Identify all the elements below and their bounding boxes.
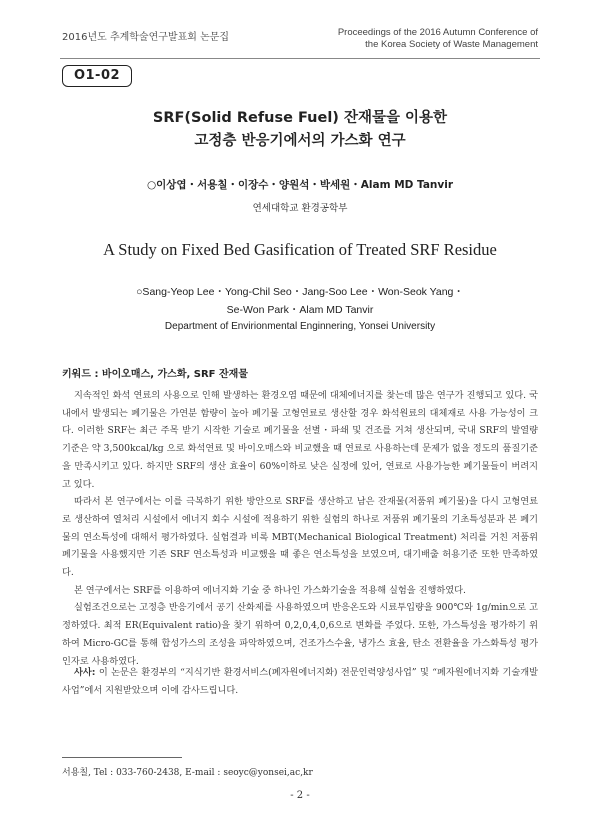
english-affiliation: Department of Envirionmental Enginnering, Yonsei University (164, 321, 436, 332)
acknowledgement-text: 이 논문은 환경부의 “지식기반 환경서비스(폐자원에너지화) 전문인력양성사업” 및 “폐자원에너지화 기술개발사업”에서 지원받았으며 이에 감사드립니다. (62, 667, 538, 696)
acknowledgement (62, 664, 538, 700)
paper-tag: O1-02 (62, 65, 132, 87)
header-left: 2016년도 추계학술연구발표회 논문집 (62, 32, 230, 43)
acknowledgement-label: 사사: (74, 667, 96, 678)
korean-title-line2: 고정층 반응기에서의 가스화 연구 (194, 133, 406, 149)
header-rule (60, 58, 540, 59)
korean-affiliation: 연세대학교 환경공학부 (252, 203, 348, 214)
header-right (338, 27, 538, 51)
abstract-body (62, 387, 538, 670)
korean-title (0, 107, 600, 153)
header-right-line2: the Korea Society of Waste Management (365, 39, 538, 50)
english-authors (0, 283, 600, 319)
footnote: 서용칠, Tel : 033-760-2438, E-mail : seoyc@yonsei,ac,kr (62, 768, 313, 778)
english-title: A Study on Fixed Bed Gasification of Treated SRF Residue (103, 240, 497, 259)
paragraph-1: 지속적인 화석 연료의 사용으로 인해 발생하는 환경오염 때문에 대체에너지를 찾는데 많은 연구가 진행되고 있다. 국내에서 발생되는 폐기물은 가연분 함량이 높아 폐기물 고형연료로 생산할 경우 화석원료의 대체재로 사용 가능성이 크다. 이러한 SRF는 최근 주목 받기 시작한 기술로 폐기물을 선별・파쇄 및 건조를 거쳐 생산되며, 국내 SRF의 발열량 기준은 약 3,500kcal/kg 으로 화석연료 및 바이오매스와 비교했을 때 연료로 사용하는데 문제가 없을 정도의 품질기준을 만족시키고 있다. 하지만 SRF의 생산 효율이 60%이하로 낮은 실정에 있어, 연료로 사용가능한 폐기물들이 버려지고 있다. (62, 390, 538, 490)
korean-authors: ○이상엽・서용칠・이장수・양원석・박세원・Alam MD Tanvir (146, 179, 454, 191)
header-right-line1: Proceedings of the 2016 Autumn Conference of (337, 27, 538, 38)
paragraph-4: 실험조건으로는 고정층 반응기에서 공기 산화제를 사용하였으며 반응온도와 시료투입량을 900℃와 1g/min으로 고정하였다. 최적 ER(Equivalent ratio)을 찾기 위하여 0,2,0,4,0,6으로 변화를 주었다. 또한, 가스특성을 평가하기 위하여 Micro-GC를 통해 합성가스의 조성을 파악하였으며, 건조가스수율, 냉가스 효율, 탄소 전환율을 가스화특성 평가 인자로 사용하였다. (62, 602, 538, 667)
korean-title-line1: SRF(Solid Refuse Fuel) 잔재물을 이용한 (152, 110, 448, 126)
footnote-rule (62, 757, 182, 758)
paragraph-3: 본 연구에서는 SRF를 이용하여 에너지화 기술 중 하나인 가스화기술을 적용해 실험을 진행하였다. (74, 584, 466, 596)
english-authors-line2: Se-Won Park・Alam MD Tanvir (226, 304, 374, 316)
page-number: - 2 - (290, 790, 310, 801)
paragraph-2: 따라서 본 연구에서는 이를 극복하기 위한 방안으로 SRF를 생산하고 남은 잔재물(저품위 폐기물)을 다시 고형연료로 생산하여 열처리 시설에서 에너지 회수 시설에 적용하기 위한 실험의 하나로 저품위 폐기물의 기초특성분과 본 폐기물의 연소특성에 대해서 평가하였다. 실험결과 비록 MBT(Mechanical Biological Treatment) 처리를 거친 저품위 폐기물을 사용했지만 기존 SRF 연소특성과 비교했을 때 좋은 연소특성을 보였으며, 대기배출 허용기준 또한 만족하였다. (62, 496, 538, 579)
english-authors-line1: ○Sang-Yeop Lee・Yong-Chil Seo・Jang-Soo Lee・Won-Seok Yang・ (136, 286, 464, 298)
keywords: 키워드 : 바이오매스, 가스화, SRF 잔재물 (62, 369, 248, 380)
